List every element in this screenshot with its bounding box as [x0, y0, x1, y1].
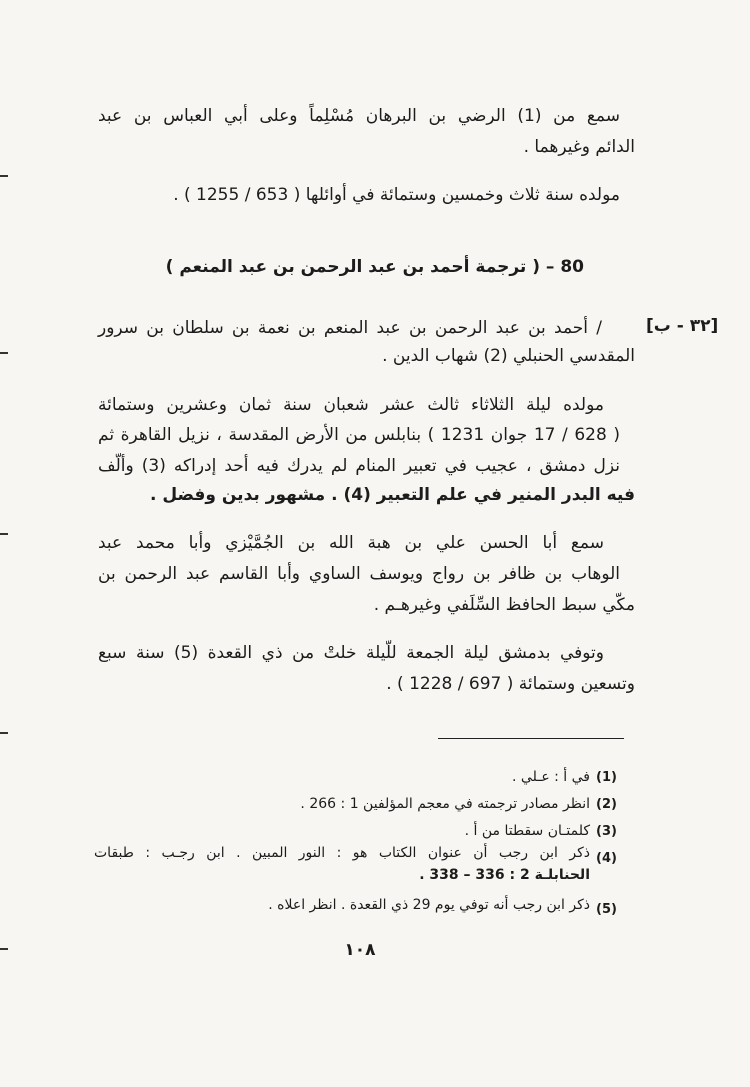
edge-mark — [0, 948, 8, 950]
paragraph-line: نزل دمشق ، عجيب في تعبير المنام لم يدرك فيه أحد إدراكه (3) وألّف — [98, 456, 620, 476]
footnote-text: في أ : عـلي . — [512, 769, 590, 785]
footnote-number: (4) — [596, 851, 617, 866]
entry-heading: 80 – ( ترجمة أحمد بن عبد الرحمن بن عبد المنعم ) — [165, 257, 584, 277]
page-number: ١٠٨ — [344, 940, 376, 960]
footnote-number: (3) — [596, 824, 617, 839]
paragraph-line: سمع أبا الحسن علي بن هبة الله بن الجُمَّيْزي وأبا محمد عبد — [98, 533, 604, 553]
paragraph-line: وتوفي بدمشق ليلة الجمعة للّيلة خلتْ من ذي القعدة (5) سنة سبع — [98, 643, 604, 663]
footnote-number: (1) — [596, 770, 617, 785]
edge-mark — [0, 533, 8, 535]
footnote-text: كلمتـان سقطتا من أ . — [464, 823, 590, 839]
footnote-separator — [438, 738, 624, 739]
paragraph-line: مولده سنة ثلاث وخمسين وستمائة في أوائلها ( 653 / 1255 ) . — [173, 185, 620, 205]
paragraph-line: / أحمد بن عبد الرحمن بن عبد المنعم بن نعمة بن سلطان بن سرور — [98, 318, 602, 338]
footnote-text: الحنابلـة 2 : 336 – 338 . — [419, 867, 590, 883]
paragraph-line: سمع من (1) الرضي بن البرهان مُسْلِماً وعلى أبي العباس بن عبد — [98, 106, 620, 126]
paragraph-line: المقدسي الحنبلي (2) شهاب الدين . — [382, 346, 635, 366]
paragraph-line: مكّي سبط الحافظ السِّلَفي وغيرهـم . — [373, 595, 635, 615]
edge-mark — [0, 732, 8, 734]
footnote-text: انظر مصادر ترجمته في معجم المؤلفين 1 : 266 . — [300, 796, 590, 812]
paragraph-line: مولده ليلة الثلاثاء ثالث عشر شعبان سنة ثمان وعشرين وستمائة — [98, 395, 604, 415]
edge-mark — [0, 175, 8, 177]
footnote-number: (5) — [596, 902, 617, 917]
paragraph-line: فيه البدر المنير في علم التعبير (4) . مشهور بدين وفضل . — [149, 485, 635, 505]
paragraph-line: الدائم وغيرهما . — [523, 137, 635, 157]
margin-folio-note: [٣٢ - ب] — [646, 316, 719, 336]
edge-mark — [0, 352, 8, 354]
footnote-number: (2) — [596, 797, 617, 812]
footnote-text: ذكر ابن رجب أن عنوان الكتاب هو : النور المبين . ابن رجـب : طبقات — [94, 845, 590, 861]
paragraph-line: وتسعين وستمائة ( 697 / 1228 ) . — [386, 674, 635, 694]
paragraph-line: الوهاب بن ظافر بن رواج ويوسف الساوي وأبا القاسم عبد الرحمن بن — [98, 564, 620, 584]
footnote-text: ذكر ابن رجب أنه توفي يوم 29 ذي القعدة . انظر اعلاه . — [268, 897, 590, 913]
paragraph-line: ( 628 / 17 جوان 1231 ) بنابلس من الأرض المقدسة ، نزيل القاهرة ثم — [98, 425, 620, 445]
